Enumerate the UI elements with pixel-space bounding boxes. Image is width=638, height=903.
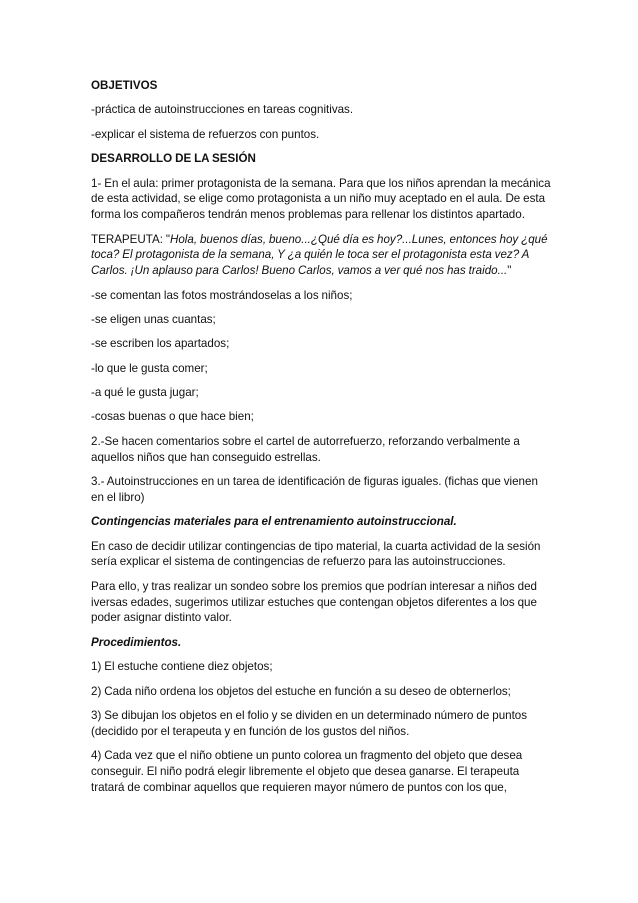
procedure-step: 2) Cada niño ordena los objetos del estuche en función a su deseo de obternerlos; <box>91 684 511 698</box>
objective-item: -práctica de autoinstrucciones en tareas cognitivas. <box>91 103 354 117</box>
paragraph-contingencias-2: Para ello, y tras realizar un sondeo sobre los premios que podrían interesar a niños ded iversas edades, sugerimos utilizar estuches que contengan objetos diferentes a los que poder asignar distinto valor. <box>91 579 537 625</box>
list-item: -se eligen unas cuantas; <box>91 312 216 326</box>
procedimientos-heading: Procedimientos. <box>91 635 182 649</box>
list-item: -lo que le gusta comer; <box>91 361 208 375</box>
list-item: -a qué le gusta jugar; <box>91 386 199 400</box>
paragraph-contingencias-1: En caso de decidir utilizar contingencias de tipo material, la cuarta actividad de la sesión sería explicar el sistema de contingencias de refuerzo para las autoinstrucciones. <box>91 539 541 569</box>
procedure-step: 3) Se dibujan los objetos en el folio y se dividen en un determinado número de puntos (decidido por el terapeuta y en función de los gustos del niños. <box>91 708 528 738</box>
objetivos-heading: OBJETIVOS <box>91 79 158 92</box>
paragraph-activity-1: 1- En el aula: primer protagonista de la semana. Para que los niños aprendan la mecánica de esta actividad, se elige como protagonista a un niño muy aceptado en el aula. De esta forma los compañeros tendrán menos problemas para rellenar los distintos apartado. <box>91 176 551 222</box>
paragraph-activity-2: 2.-Se hacen comentarios sobre el cartel de autorrefuerzo, reforzando verbalmente a aquellos niños que han conseguido estrellas. <box>91 434 520 464</box>
contingencias-heading: Contingencias materiales para el entrenamiento autoinstruccional. <box>91 515 457 529</box>
therapist-quote: Hola, buenos días, bueno...¿Qué día es hoy?...Lunes, entonces hoy ¿qué toca? El protagonista de la semana, Y ¿a quién le toca ser el protagonista esta vez? A Carlos. ¡Un aplauso para Carlos! Bueno Carlos, vamos a ver qué nos has traido... <box>91 232 548 278</box>
list-item: -se escriben los apartados; <box>91 337 230 351</box>
procedure-step: 4) Cada vez que el niño obtiene un punto colorea un fragmento del objeto que desea conseguir. El niño podrá elegir libremente el objeto que desea ganarse. El terapeuta tratará de combinar aquellos que requieren mayor número de puntos con los que, <box>91 749 523 794</box>
list-item: -se comentan las fotos mostrándoselas a los niños; <box>91 288 353 302</box>
paragraph-activity-3: 3.- Autoinstrucciones en un tarea de identificación de figuras iguales. (fichas que vienen en el libro) <box>91 475 538 504</box>
desarrollo-heading: DESARROLLO DE LA SESIÓN <box>91 152 256 166</box>
therapist-label: TERAPEUTA: " <box>91 232 170 246</box>
therapist-quote-close: " <box>507 264 512 278</box>
objective-item: -explicar el sistema de refuerzos con puntos. <box>91 127 320 141</box>
list-item: -cosas buenas o que hace bien; <box>91 410 254 424</box>
therapist-dialogue <box>91 232 553 279</box>
procedure-step: 1) El estuche contiene diez objetos; <box>91 660 273 674</box>
document-page <box>91 78 553 804</box>
